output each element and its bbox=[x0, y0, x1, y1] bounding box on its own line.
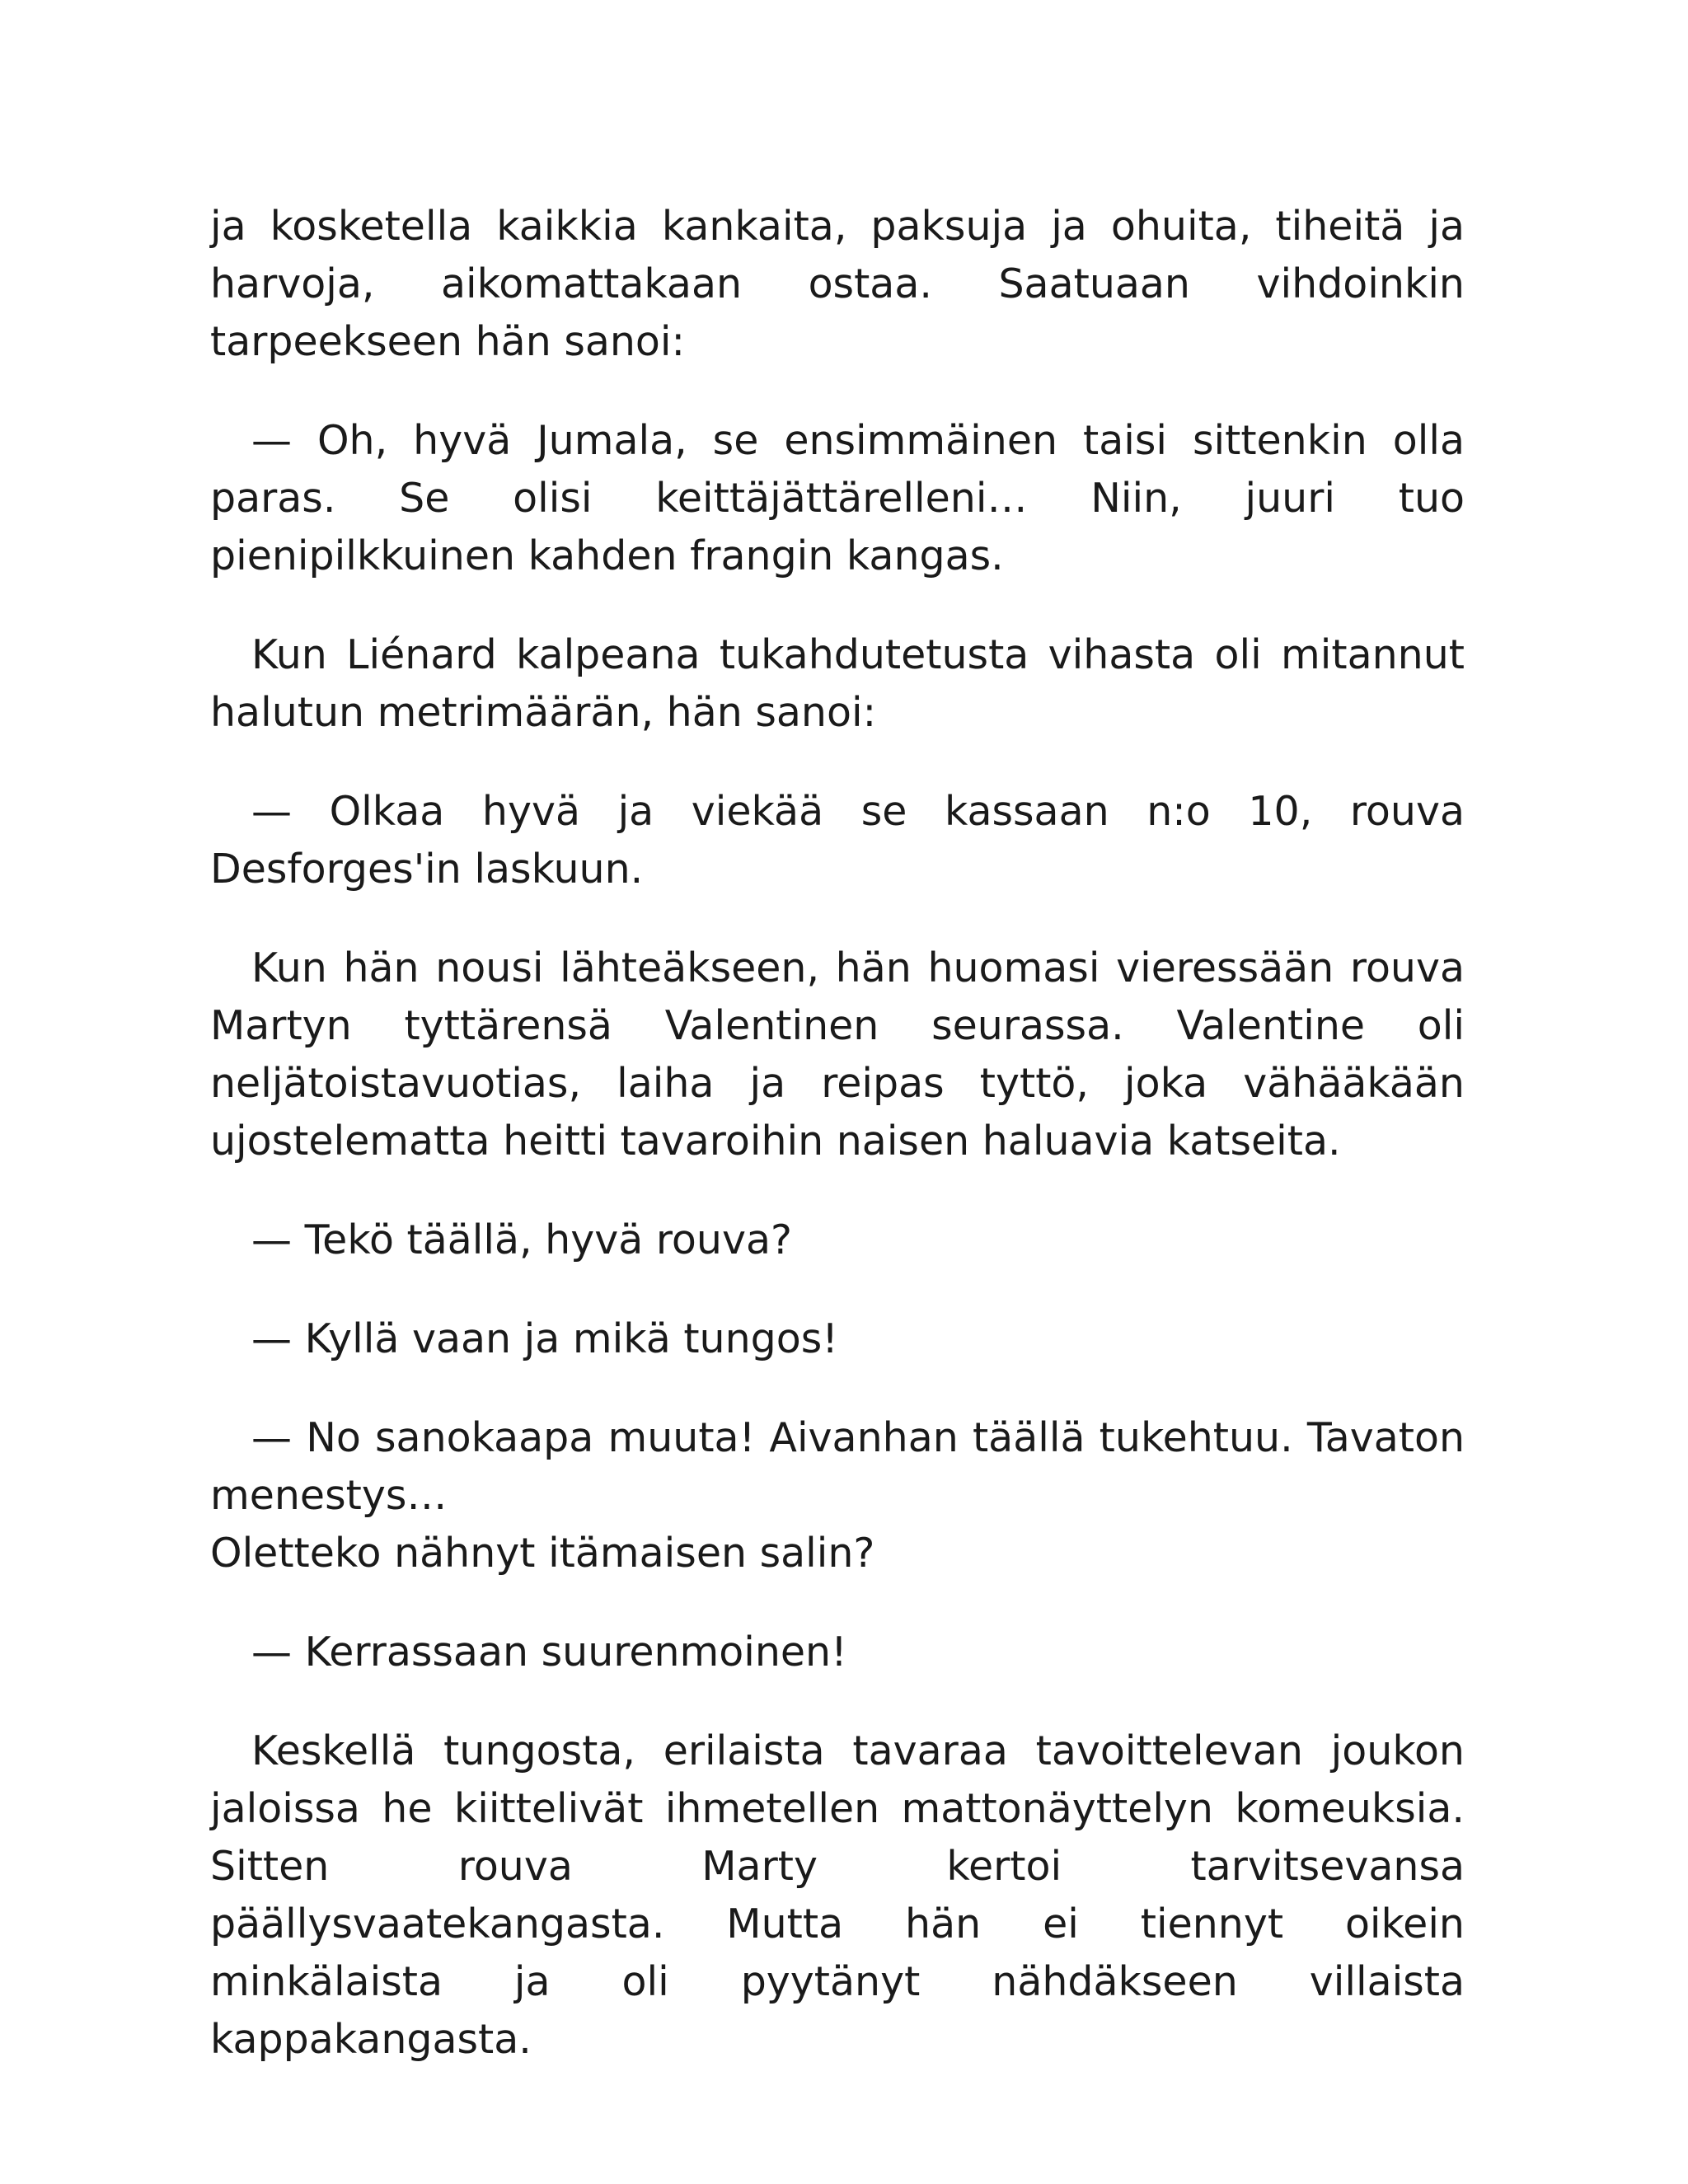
page-body bbox=[210, 198, 1465, 2110]
paragraph-8-line-3: Oletteko nähnyt itämaisen salin? bbox=[210, 1530, 875, 1577]
paragraph-10: Keskellä tungosta, erilaista tavaraa tavoittelevan joukon jaloissa he kiittelivät ihmetellen mattonäyttelyn komeuksia. Sitten rouva Marty kertoi tarvitsevansa päällysvaatekangasta. Mutta hän ei tiennyt oikein minkälaista ja oli pyytänyt nähdäkseen villaista kappakangasta. bbox=[210, 1727, 1465, 2063]
paragraph-3: Kun Liénard kalpeana tukahdutetusta vihasta oli mitannut halutun metrimäärän, hän sanoi: bbox=[210, 631, 1465, 736]
paragraph-7: — Kyllä vaan ja mikä tungos! bbox=[251, 1315, 838, 1362]
paragraph-8-line-2: menestys… bbox=[210, 1472, 448, 1519]
paragraph-9: — Kerrassaan suurenmoinen! bbox=[251, 1629, 847, 1675]
paragraph-2: — Oh, hyvä Jumala, se ensimmäinen taisi sittenkin olla paras. Se olisi keittäjättärelleni… Niin, juuri tuo pienipilkkuinen kahden frangin kangas. bbox=[210, 417, 1465, 579]
paragraph-4: — Olkaa hyvä ja viekää se kassaan n:o 10, rouva Desforges'in laskuun. bbox=[210, 788, 1465, 893]
paragraph-8 bbox=[210, 1409, 1465, 1582]
paragraph-8-line-1: — No sanokaapa muuta! Aivanhan täällä tukehtuu. Tavaton bbox=[251, 1414, 1465, 1461]
paragraph-1: ja kosketella kaikkia kankaita, paksuja ja ohuita, tiheitä ja harvoja, aikomattakaan ostaa. Saatuaan vihdoinkin tarpeekseen hän sanoi: bbox=[210, 203, 1465, 365]
paragraph-5: Kun hän nousi lähteäkseen, hän huomasi vieressään rouva Martyn tyttärensä Valentinen seurassa. Valentine oli neljätoistavuotias, laiha ja reipas tyttö, joka vähääkään ujostelematta heitti tavaroihin naisen haluavia katseita. bbox=[210, 944, 1465, 1165]
paragraph-6: — Tekö täällä, hyvä rouva? bbox=[251, 1216, 792, 1263]
